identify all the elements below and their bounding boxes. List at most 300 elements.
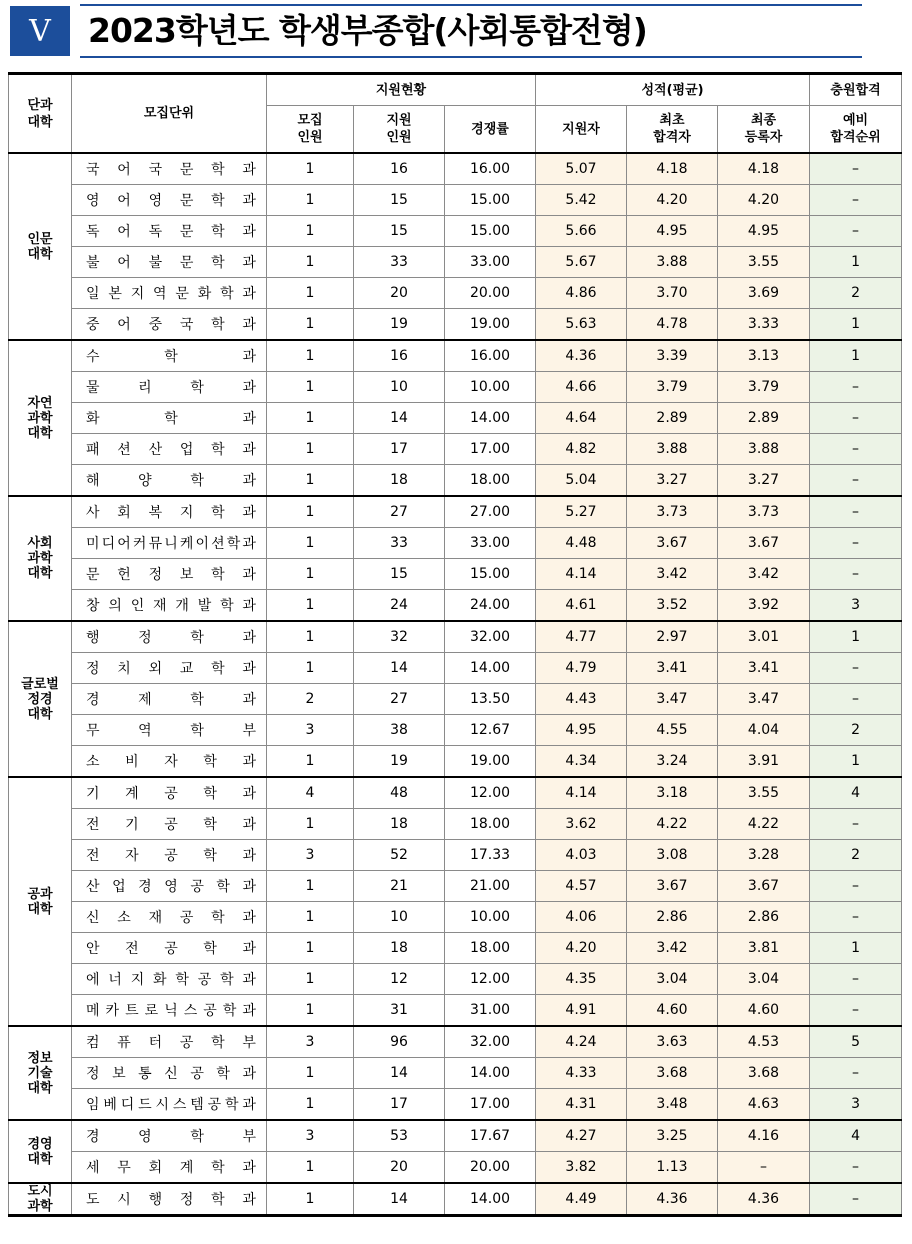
quota-cell: 1 <box>267 933 354 964</box>
ratio-cell: 17.67 <box>445 1120 536 1152</box>
applicants-cell: 17 <box>354 434 445 465</box>
waitlist-cell: – <box>810 684 902 715</box>
ratio-cell: 16.00 <box>445 340 536 372</box>
grade-final-cell: 3.01 <box>718 621 810 653</box>
applicants-cell: 14 <box>354 653 445 684</box>
grade-first-cell: 3.68 <box>627 1058 718 1089</box>
dept-name: 신 소 재 공 학 과 <box>86 910 256 926</box>
dept-name: 전 기 공 학 과 <box>86 817 256 833</box>
grade-first-cell: 2.86 <box>627 902 718 933</box>
table-row <box>9 995 902 1027</box>
grade-applicant-cell: 4.35 <box>536 964 627 995</box>
applicants-cell: 14 <box>354 1058 445 1089</box>
grade-first-cell: 4.18 <box>627 153 718 185</box>
waitlist-cell: 4 <box>810 1120 902 1152</box>
waitlist-cell: 2 <box>810 278 902 309</box>
applicants-cell: 20 <box>354 1152 445 1184</box>
applicants-cell: 18 <box>354 933 445 964</box>
grade-first-cell: 3.27 <box>627 465 718 497</box>
waitlist-cell: – <box>810 871 902 902</box>
table-row <box>9 840 902 871</box>
ratio-cell: 15.00 <box>445 185 536 216</box>
table-row <box>9 465 902 497</box>
dept-name: 산 업 경 영 공 학 과 <box>86 879 256 895</box>
waitlist-cell: – <box>810 902 902 933</box>
quota-cell: 1 <box>267 653 354 684</box>
ratio-cell: 33.00 <box>445 528 536 559</box>
dept-name: 경 제 학 과 <box>86 692 256 708</box>
grade-applicant-cell: 4.06 <box>536 902 627 933</box>
grade-first-cell: 3.39 <box>627 340 718 372</box>
grade-final-cell: 3.42 <box>718 559 810 590</box>
ratio-cell: 14.00 <box>445 653 536 684</box>
dept-name: 정 치 외 교 학 과 <box>86 661 256 677</box>
grade-applicant-cell: 4.57 <box>536 871 627 902</box>
dept-name-cell <box>72 528 267 559</box>
table-row <box>9 1089 902 1121</box>
table-row <box>9 777 902 809</box>
quota-cell: 1 <box>267 434 354 465</box>
table-row <box>9 684 902 715</box>
dept-name: 패 션 산 업 학 과 <box>86 442 256 458</box>
quota-cell: 1 <box>267 1058 354 1089</box>
quota-cell: 1 <box>267 964 354 995</box>
grade-final-cell: 4.20 <box>718 185 810 216</box>
applicants-cell: 10 <box>354 372 445 403</box>
grade-final-cell: 3.92 <box>718 590 810 622</box>
applicants-cell: 12 <box>354 964 445 995</box>
dept-name-cell <box>72 871 267 902</box>
dept-name-cell <box>72 902 267 933</box>
ratio-cell: 17.33 <box>445 840 536 871</box>
grade-final-cell: 4.95 <box>718 216 810 247</box>
grade-final-cell: 4.18 <box>718 153 810 185</box>
applicants-cell: 15 <box>354 216 445 247</box>
waitlist-cell: 1 <box>810 340 902 372</box>
header-quota: 모집 인원 <box>267 106 354 154</box>
college-cell: 자연 과학 대학 <box>9 340 72 496</box>
waitlist-cell: 1 <box>810 933 902 964</box>
grade-first-cell: 3.52 <box>627 590 718 622</box>
table-row <box>9 1152 902 1184</box>
grade-applicant-cell: 4.86 <box>536 278 627 309</box>
dept-name: 창 의 인 재 개 발 학 과 <box>86 598 256 614</box>
grade-applicant-cell: 5.04 <box>536 465 627 497</box>
dept-name-cell <box>72 372 267 403</box>
table-row <box>9 1058 902 1089</box>
ratio-cell: 19.00 <box>445 309 536 341</box>
grade-first-cell: 1.13 <box>627 1152 718 1184</box>
college-cell: 경영 대학 <box>9 1120 72 1183</box>
quota-cell: 1 <box>267 995 354 1027</box>
dept-name: 미 디 어 커 뮤 니 케 이 션 학 과 <box>86 536 256 552</box>
dept-name: 메 카 트 로 닉 스 공 학 과 <box>86 1003 256 1019</box>
grade-applicant-cell: 5.42 <box>536 185 627 216</box>
quota-cell: 1 <box>267 216 354 247</box>
table-row <box>9 340 902 372</box>
grade-first-cell: 3.70 <box>627 278 718 309</box>
grade-applicant-cell: 4.27 <box>536 1120 627 1152</box>
page-title: 2023학년도 학생부종합(사회통합전형) <box>88 11 647 50</box>
applicants-cell: 15 <box>354 559 445 590</box>
ratio-cell: 19.00 <box>445 746 536 778</box>
quota-cell: 3 <box>267 715 354 746</box>
quota-cell: 1 <box>267 340 354 372</box>
dept-name-cell <box>72 559 267 590</box>
applicants-cell: 48 <box>354 777 445 809</box>
applicants-cell: 20 <box>354 278 445 309</box>
grade-final-cell: 3.68 <box>718 1058 810 1089</box>
dept-name: 컴 퓨 터 공 학 부 <box>86 1035 256 1051</box>
quota-cell: 1 <box>267 403 354 434</box>
waitlist-cell: 4 <box>810 777 902 809</box>
dept-name-cell <box>72 247 267 278</box>
grade-final-cell: 3.27 <box>718 465 810 497</box>
grade-first-cell: 4.36 <box>627 1183 718 1216</box>
grade-first-cell: 4.20 <box>627 185 718 216</box>
applicants-cell: 27 <box>354 684 445 715</box>
dept-name: 안 전 공 학 과 <box>86 941 256 957</box>
waitlist-cell: – <box>810 1058 902 1089</box>
ratio-cell: 12.00 <box>445 964 536 995</box>
table-row <box>9 185 902 216</box>
ratio-cell: 33.00 <box>445 247 536 278</box>
quota-cell: 1 <box>267 1089 354 1121</box>
table-row <box>9 590 902 622</box>
applicants-cell: 16 <box>354 340 445 372</box>
dept-name-cell <box>72 496 267 528</box>
dept-name: 문 헌 정 보 학 과 <box>86 567 256 583</box>
quota-cell: 1 <box>267 278 354 309</box>
grade-final-cell: 3.73 <box>718 496 810 528</box>
ratio-cell: 13.50 <box>445 684 536 715</box>
applicants-cell: 96 <box>354 1026 445 1058</box>
grade-final-cell: 2.86 <box>718 902 810 933</box>
grade-applicant-cell: 4.61 <box>536 590 627 622</box>
dept-name-cell <box>72 1183 267 1216</box>
waitlist-cell: – <box>810 1152 902 1184</box>
college-cell: 인문 대학 <box>9 153 72 340</box>
grade-final-cell: 4.60 <box>718 995 810 1027</box>
table-row <box>9 216 902 247</box>
dept-name: 일 본 지 역 문 화 학 과 <box>86 286 256 302</box>
table-row <box>9 434 902 465</box>
waitlist-cell: – <box>810 964 902 995</box>
table-row <box>9 653 902 684</box>
table-row <box>9 528 902 559</box>
grade-first-cell: 3.24 <box>627 746 718 778</box>
applicants-cell: 32 <box>354 621 445 653</box>
grade-first-cell: 3.67 <box>627 871 718 902</box>
waitlist-cell: – <box>810 559 902 590</box>
header-extra-group: 충원합격 <box>810 74 902 106</box>
ratio-cell: 14.00 <box>445 1183 536 1216</box>
grade-final-cell: 3.33 <box>718 309 810 341</box>
grade-applicant-cell: 4.79 <box>536 653 627 684</box>
waitlist-cell: 2 <box>810 715 902 746</box>
grade-first-cell: 3.73 <box>627 496 718 528</box>
grade-first-cell: 3.63 <box>627 1026 718 1058</box>
grade-applicant-cell: 4.77 <box>536 621 627 653</box>
dept-name-cell <box>72 434 267 465</box>
dept-name: 독 어 독 문 학 과 <box>86 224 256 240</box>
grade-applicant-cell: 4.48 <box>536 528 627 559</box>
dept-name: 국 어 국 문 학 과 <box>86 162 256 178</box>
table-row <box>9 964 902 995</box>
quota-cell: 4 <box>267 777 354 809</box>
ratio-cell: 24.00 <box>445 590 536 622</box>
dept-name: 화 학 과 <box>86 411 256 427</box>
grade-first-cell: 2.97 <box>627 621 718 653</box>
dept-name-cell <box>72 185 267 216</box>
grade-final-cell: 3.88 <box>718 434 810 465</box>
applicants-cell: 14 <box>354 403 445 434</box>
grade-applicant-cell: 4.34 <box>536 746 627 778</box>
waitlist-cell: – <box>810 403 902 434</box>
quota-cell: 1 <box>267 465 354 497</box>
grade-final-cell: 4.04 <box>718 715 810 746</box>
dept-name: 도 시 행 정 학 과 <box>86 1192 256 1208</box>
grade-first-cell: 4.60 <box>627 995 718 1027</box>
ratio-cell: 12.00 <box>445 777 536 809</box>
header-apply-group: 지원현황 <box>267 74 536 106</box>
waitlist-cell: 1 <box>810 247 902 278</box>
grade-applicant-cell: 5.07 <box>536 153 627 185</box>
ratio-cell: 27.00 <box>445 496 536 528</box>
dept-name: 행 정 학 과 <box>86 630 256 646</box>
dept-name-cell <box>72 278 267 309</box>
header-applicants: 지원 인원 <box>354 106 445 154</box>
college-cell: 글로벌 정경 대학 <box>9 621 72 777</box>
table-row <box>9 1183 902 1216</box>
waitlist-cell: – <box>810 434 902 465</box>
grade-final-cell: 4.63 <box>718 1089 810 1121</box>
table-row <box>9 621 902 653</box>
grade-final-cell: 4.53 <box>718 1026 810 1058</box>
grade-first-cell: 3.88 <box>627 247 718 278</box>
grade-final-cell: 3.41 <box>718 653 810 684</box>
grade-final-cell: 3.91 <box>718 746 810 778</box>
grade-final-cell: 3.69 <box>718 278 810 309</box>
table-row <box>9 403 902 434</box>
quota-cell: 1 <box>267 746 354 778</box>
grade-final-cell: 3.67 <box>718 528 810 559</box>
quota-cell: 1 <box>267 309 354 341</box>
ratio-cell: 15.00 <box>445 559 536 590</box>
waitlist-cell: – <box>810 528 902 559</box>
header-grade-final: 최종 등록자 <box>718 106 810 154</box>
dept-name-cell <box>72 309 267 341</box>
grade-final-cell: 3.47 <box>718 684 810 715</box>
grade-final-cell: 3.13 <box>718 340 810 372</box>
waitlist-cell: – <box>810 465 902 497</box>
dept-name: 사 회 복 지 학 과 <box>86 505 256 521</box>
applicants-cell: 18 <box>354 809 445 840</box>
table-body <box>9 153 902 1216</box>
grade-first-cell: 4.95 <box>627 216 718 247</box>
ratio-cell: 31.00 <box>445 995 536 1027</box>
ratio-cell: 17.00 <box>445 1089 536 1121</box>
grade-applicant-cell: 4.14 <box>536 559 627 590</box>
grade-applicant-cell: 3.82 <box>536 1152 627 1184</box>
grade-final-cell: 3.28 <box>718 840 810 871</box>
applicants-cell: 24 <box>354 590 445 622</box>
applicants-cell: 10 <box>354 902 445 933</box>
table-row <box>9 902 902 933</box>
quota-cell: 1 <box>267 528 354 559</box>
applicants-cell: 18 <box>354 465 445 497</box>
waitlist-cell: – <box>810 995 902 1027</box>
waitlist-cell: – <box>810 653 902 684</box>
dept-name-cell <box>72 809 267 840</box>
ratio-cell: 12.67 <box>445 715 536 746</box>
dept-name-cell <box>72 777 267 809</box>
quota-cell: 1 <box>267 153 354 185</box>
grade-applicant-cell: 3.62 <box>536 809 627 840</box>
grade-applicant-cell: 5.63 <box>536 309 627 341</box>
waitlist-cell: – <box>810 809 902 840</box>
grade-first-cell: 3.25 <box>627 1120 718 1152</box>
applicants-cell: 31 <box>354 995 445 1027</box>
waitlist-cell: 3 <box>810 590 902 622</box>
quota-cell: 1 <box>267 247 354 278</box>
table-row <box>9 309 902 341</box>
grade-final-cell: 3.55 <box>718 247 810 278</box>
quota-cell: 1 <box>267 902 354 933</box>
grade-final-cell: 2.89 <box>718 403 810 434</box>
grade-first-cell: 3.47 <box>627 684 718 715</box>
applicants-cell: 33 <box>354 528 445 559</box>
grade-applicant-cell: 4.64 <box>536 403 627 434</box>
grade-first-cell: 3.04 <box>627 964 718 995</box>
waitlist-cell: – <box>810 372 902 403</box>
dept-name: 경 영 학 부 <box>86 1129 256 1145</box>
quota-cell: 2 <box>267 684 354 715</box>
applicants-cell: 33 <box>354 247 445 278</box>
ratio-cell: 20.00 <box>445 1152 536 1184</box>
ratio-cell: 10.00 <box>445 902 536 933</box>
grade-applicant-cell: 4.33 <box>536 1058 627 1089</box>
grade-applicant-cell: 4.66 <box>536 372 627 403</box>
grade-final-cell: 3.67 <box>718 871 810 902</box>
dept-name: 임 베 디 드 시 스 템 공 학 과 <box>86 1097 256 1113</box>
grade-applicant-cell: 4.24 <box>536 1026 627 1058</box>
grade-applicant-cell: 4.20 <box>536 933 627 964</box>
grade-first-cell: 3.42 <box>627 933 718 964</box>
ratio-cell: 32.00 <box>445 1026 536 1058</box>
waitlist-cell: 1 <box>810 746 902 778</box>
page-header <box>0 0 912 62</box>
waitlist-cell: – <box>810 153 902 185</box>
header-college: 단과 대학 <box>9 74 72 154</box>
grade-applicant-cell: 4.31 <box>536 1089 627 1121</box>
dept-name: 세 무 회 계 학 과 <box>86 1160 256 1176</box>
ratio-cell: 18.00 <box>445 933 536 964</box>
quota-cell: 1 <box>267 1183 354 1216</box>
dept-name-cell <box>72 840 267 871</box>
ratio-cell: 18.00 <box>445 809 536 840</box>
grade-first-cell: 4.78 <box>627 309 718 341</box>
quota-cell: 1 <box>267 621 354 653</box>
grade-first-cell: 3.18 <box>627 777 718 809</box>
header-grade-first: 최초 합격자 <box>627 106 718 154</box>
table-row <box>9 1120 902 1152</box>
grade-first-cell: 3.41 <box>627 653 718 684</box>
ratio-cell: 17.00 <box>445 434 536 465</box>
dept-name: 해 양 학 과 <box>86 473 256 489</box>
applicants-cell: 38 <box>354 715 445 746</box>
grade-first-cell: 2.89 <box>627 403 718 434</box>
table-row <box>9 933 902 964</box>
dept-name: 중 어 중 국 학 과 <box>86 317 256 333</box>
grade-first-cell: 3.08 <box>627 840 718 871</box>
dept-name-cell <box>72 1058 267 1089</box>
header-grade-group: 성적(평균) <box>536 74 810 106</box>
grade-final-cell: 3.04 <box>718 964 810 995</box>
quota-cell: 3 <box>267 1026 354 1058</box>
grade-final-cell: 4.16 <box>718 1120 810 1152</box>
grade-first-cell: 3.88 <box>627 434 718 465</box>
grade-first-cell: 3.42 <box>627 559 718 590</box>
dept-name-cell <box>72 746 267 778</box>
college-cell: 도시 과학 <box>9 1183 72 1216</box>
grade-applicant-cell: 4.43 <box>536 684 627 715</box>
waitlist-cell: 2 <box>810 840 902 871</box>
dept-name: 정 보 통 신 공 학 과 <box>86 1066 256 1082</box>
dept-name-cell <box>72 1120 267 1152</box>
grade-first-cell: 3.48 <box>627 1089 718 1121</box>
grade-first-cell: 3.79 <box>627 372 718 403</box>
grade-final-cell: 4.36 <box>718 1183 810 1216</box>
title-rule-bottom <box>80 56 862 58</box>
grade-first-cell: 4.22 <box>627 809 718 840</box>
applicants-cell: 19 <box>354 309 445 341</box>
header-waitlist: 예비 합격순위 <box>810 106 902 154</box>
dept-name: 무 역 학 부 <box>86 723 256 739</box>
section-badge: V <box>10 6 70 56</box>
dept-name-cell <box>72 340 267 372</box>
applicants-cell: 52 <box>354 840 445 871</box>
quota-cell: 3 <box>267 840 354 871</box>
dept-name: 수 학 과 <box>86 349 256 365</box>
dept-name-cell <box>72 590 267 622</box>
waitlist-cell: 1 <box>810 309 902 341</box>
ratio-cell: 14.00 <box>445 403 536 434</box>
table-row <box>9 247 902 278</box>
table-row <box>9 278 902 309</box>
dept-name-cell <box>72 216 267 247</box>
grade-first-cell: 3.67 <box>627 528 718 559</box>
waitlist-cell: 5 <box>810 1026 902 1058</box>
quota-cell: 1 <box>267 590 354 622</box>
quota-cell: 1 <box>267 496 354 528</box>
table-row <box>9 559 902 590</box>
grade-first-cell: 4.55 <box>627 715 718 746</box>
dept-name: 기 계 공 학 과 <box>86 786 256 802</box>
waitlist-cell: – <box>810 185 902 216</box>
quota-cell: 1 <box>267 372 354 403</box>
dept-name-cell <box>72 403 267 434</box>
header-grade-applicant: 지원자 <box>536 106 627 154</box>
applicants-cell: 17 <box>354 1089 445 1121</box>
ratio-cell: 14.00 <box>445 1058 536 1089</box>
ratio-cell: 16.00 <box>445 153 536 185</box>
grade-applicant-cell: 4.91 <box>536 995 627 1027</box>
applicants-cell: 27 <box>354 496 445 528</box>
dept-name-cell <box>72 715 267 746</box>
college-cell: 공과 대학 <box>9 777 72 1026</box>
dept-name-cell <box>72 653 267 684</box>
